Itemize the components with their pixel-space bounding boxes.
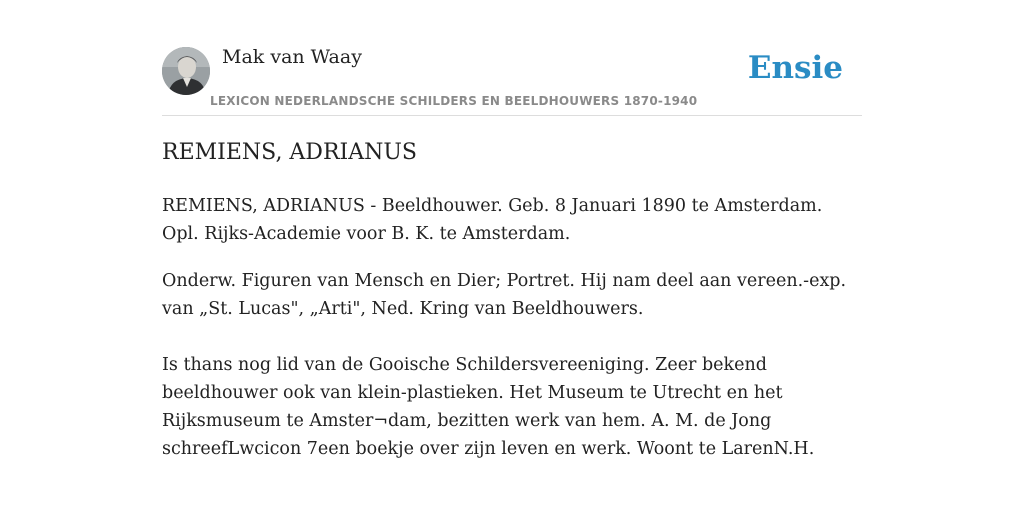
portrait-photo-icon [162,47,210,95]
article-paragraph-1: REMIENS, ADRIANUS - Beeldhouwer. Geb. 8 Januari 1890 te Amsterdam. Opl. Rijks-Academie voor B. K. te Amsterdam. [162,196,823,244]
author-name[interactable]: Mak van Waay [222,46,362,68]
article-paragraph-3: Is thans nog lid van de Gooische Schildersvereeniging. Zeer bekend beeldhouwer ook van klein-plastieken. Het Museum te Utrecht en het Rijksmuseum te Amster¬dam, bezitten werk van hem. A. M. de Jong schreefLwcicon 7een boekje over zijn leven en werk. Woont te LarenN.H. [162,355,815,459]
author-avatar[interactable] [162,47,210,95]
brand-logo[interactable]: Ensie [747,50,843,86]
header [162,40,862,116]
source-title[interactable]: LEXICON NEDERLANDSCHE SCHILDERS EN BEELDHOUWERS 1870-1940 [210,94,698,108]
article-title: REMIENS, ADRIANUS [162,140,417,165]
article-paragraph-2: Onderw. Figuren van Mensch en Dier; Portret. Hij nam deel aan vereen.-exp. van „St. Lucas", „Arti", Ned. Kring van Beeldhouwers. [162,271,847,319]
